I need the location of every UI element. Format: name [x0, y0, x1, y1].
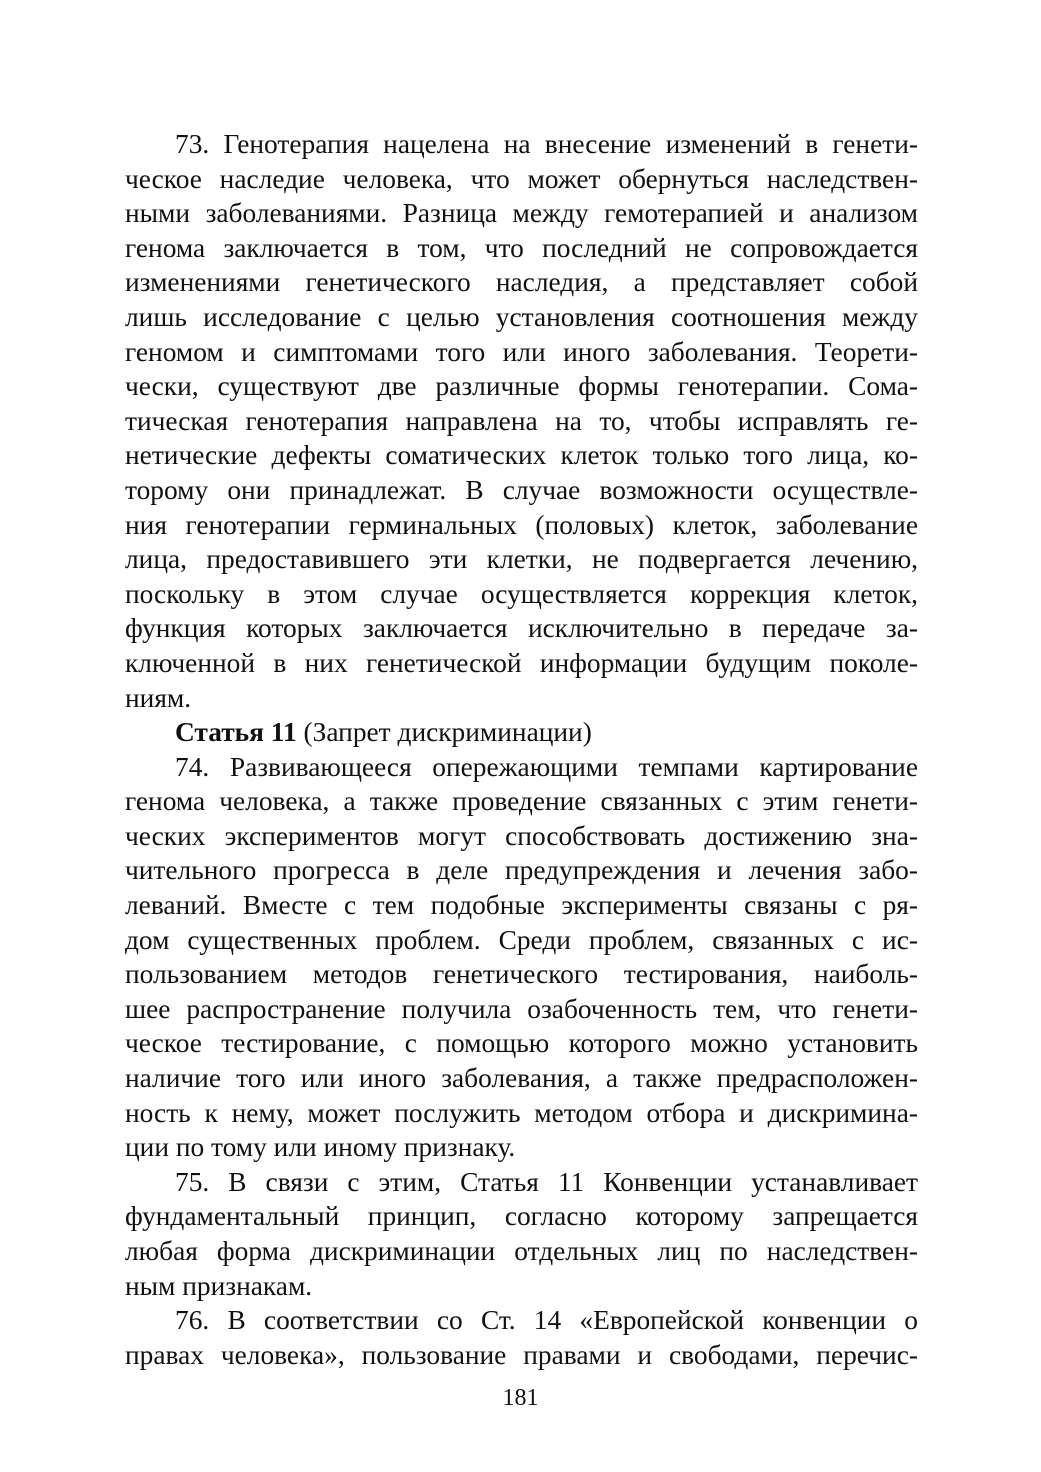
text-line: ность к нему, может послужить методом отбора и дискримина-: [125, 1097, 918, 1128]
text-line: торому они принадлежат. В случае возможности осуществле-: [125, 474, 918, 505]
text-line: лица, предоставившего эти клетки, не подвергается лечению,: [125, 544, 918, 575]
paragraph: [125, 1165, 918, 1303]
text-line: функция которых заключается исключительно в передаче за-: [125, 613, 918, 644]
text-line: фундаментальный принцип, согласно которому запрещается: [125, 1201, 918, 1232]
paragraph: [125, 1303, 918, 1372]
text-line: ния генотерапии герминальных (половых) клеток, заболевание: [125, 509, 918, 540]
text-line: ческое наследие человека, что может обернуться наследствен-: [125, 163, 918, 194]
article-heading-title: (Запрет дискриминации): [296, 717, 592, 748]
text-line: шее распространение получила озабоченность тем, что генети-: [125, 993, 918, 1024]
text-line: ным признакам.: [125, 1270, 313, 1301]
text-line: пользованием методов генетического тестирования, наиболь-: [125, 959, 918, 990]
text-line: генома человека, а также проведение связанных с этим генети-: [125, 786, 918, 817]
text-line: дом существенных проблем. Среди проблем, связанных с ис-: [125, 924, 918, 955]
text-line: ными заболеваниями. Разница между гемотерапией и анализом: [125, 198, 918, 229]
text-line: ниям.: [125, 682, 192, 713]
text-line: ключенной в них генетической информации будущим поколе-: [125, 647, 918, 678]
text-line: тическая генотерапия направлена на то, чтобы исправлять ге-: [125, 405, 918, 436]
text-line: наличие того или иного заболевания, а также предрасположен-: [125, 1063, 918, 1094]
text-line: изменениями генетического наследия, а представляет собой: [125, 267, 918, 298]
text-line: нетические дефекты соматических клеток только того лица, ко-: [125, 440, 918, 471]
page-number: 181: [502, 1385, 539, 1411]
text-line: генома заключается в том, что последний не сопровождается: [125, 232, 918, 263]
text-line: чески, существуют две различные формы генотерапии. Сома-: [125, 371, 918, 402]
page-body: [125, 127, 918, 1372]
text-line: поскольку в этом случае осуществляется коррекция клеток,: [125, 578, 918, 609]
text-line: лишь исследование с целью установления соотношения между: [125, 301, 918, 332]
paragraph: [125, 127, 918, 715]
text-line: ческих экспериментов могут способствовать достижению зна-: [125, 820, 918, 851]
text-line: правах человека», пользование правами и свободами, перечис-: [125, 1339, 918, 1370]
text-line: леваний. Вместе с тем подобные эксперименты связаны с ря-: [125, 890, 918, 921]
text-line: ции по тому или иному признаку.: [125, 1132, 516, 1163]
text-line: 75. В связи с этим, Статья 11 Конвенции устанавливает: [175, 1166, 918, 1197]
text-line: чительного прогресса в деле предупреждения и лечения забо-: [125, 855, 918, 886]
text-line: геномом и симптомами того или иного заболевания. Теорети-: [125, 336, 918, 367]
text-line: ческое тестирование, с помощью которого можно установить: [125, 1028, 918, 1059]
text-line: 76. В соответствии со Ст. 14 «Европейской конвенции о: [175, 1305, 918, 1336]
text-line: любая форма дискриминации отдельных лиц по наследствен-: [125, 1236, 918, 1266]
text-line: 74. Развивающееся опережающими темпами картирование: [175, 751, 918, 782]
text-line: 73. Генотерапия нацелена на внесение изменений в генети-: [175, 129, 918, 159]
paragraph: [125, 750, 918, 1165]
article-heading-number: Статья 11: [175, 717, 297, 748]
article-heading: [125, 715, 918, 750]
